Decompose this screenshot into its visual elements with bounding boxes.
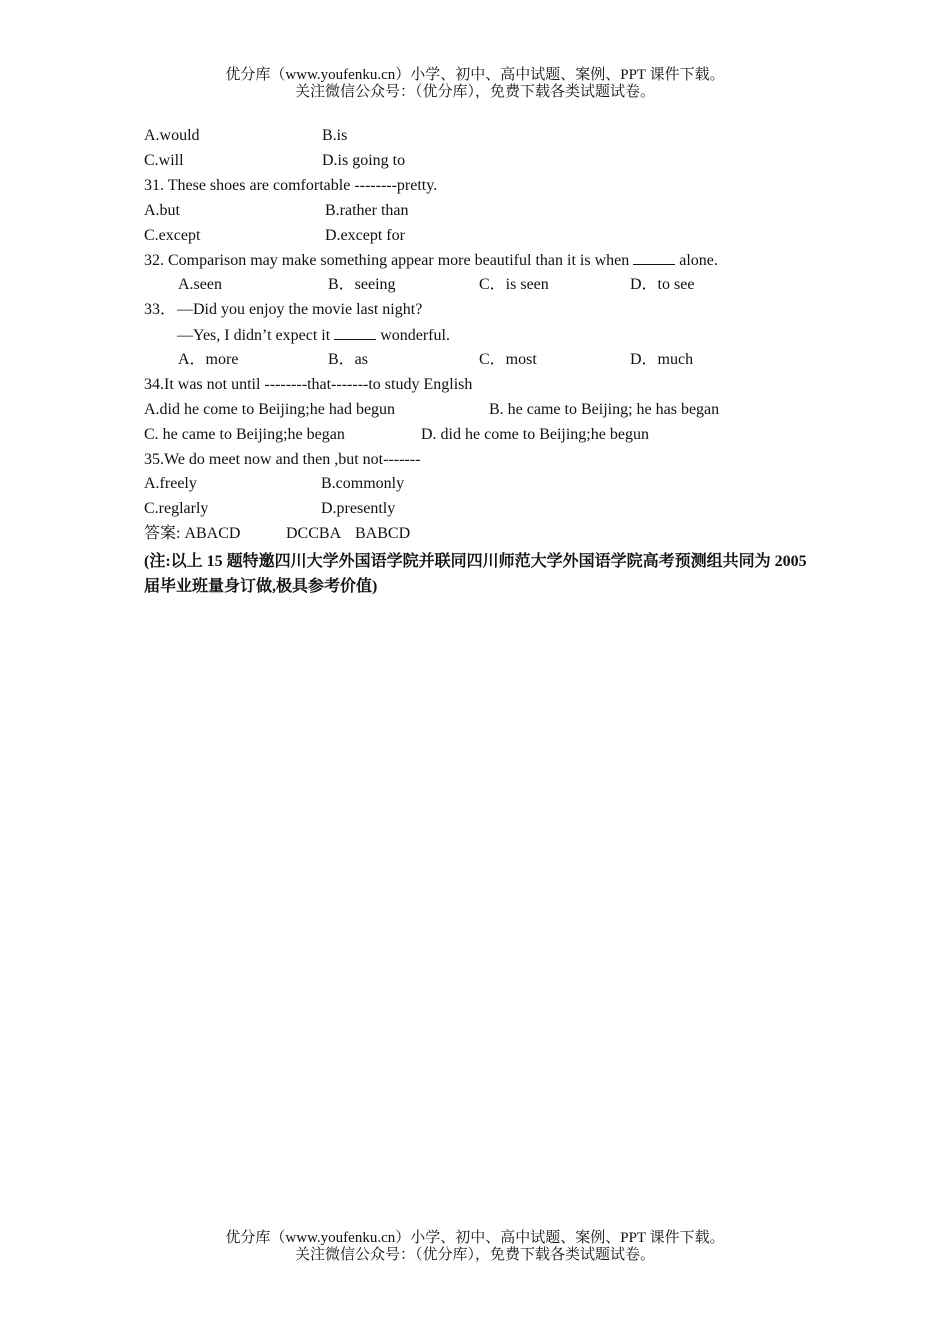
- q35-option-b: B.commonly: [321, 475, 405, 493]
- q34-option-a: A.did he come to Beijing;he had begun: [144, 400, 396, 418]
- q33-options: [144, 350, 824, 375]
- q31-option-b: B.rather than: [325, 201, 409, 219]
- q33-question: —Did you enjoy the movie last night?: [177, 301, 423, 319]
- footer-line-2: 关注微信公众号：（优分库），免费下载各类试题试卷。: [294, 1247, 655, 1263]
- answer-key-group-3: BABCD: [355, 525, 411, 543]
- q30-option-d: D.is going to: [322, 151, 406, 169]
- q34-options-row-2: [144, 425, 824, 450]
- q33-option-d: D．much: [630, 351, 694, 369]
- editor-note: (注:以上 15 题特邀四川大学外国语学院并联同四川师范大学外国语学院高考预测组共同为 2005 届毕业班量身订做,极具参考价值): [144, 553, 807, 596]
- header-line-2: 关注微信公众号：（优分库），免费下载各类试题试卷。: [294, 84, 655, 100]
- q34-stem: 34.It was not until --------that-------to study English: [144, 375, 473, 393]
- q32-stem: [144, 250, 824, 275]
- q33-option-a: A．more: [178, 351, 239, 369]
- q31-stem: 31. These shoes are comfortable --------pretty.: [144, 176, 438, 194]
- answer-key-group-2: DCCBA: [286, 525, 342, 543]
- q30-options-row-1: [144, 126, 824, 151]
- q35-options-row-2: [144, 499, 824, 524]
- q30-option-c: C.will: [144, 151, 184, 169]
- footer-line-1: 优分库（www.youfenku.cn）小学、初中、高中试题、案例、PPT 课件下载。: [225, 1230, 725, 1246]
- q33-line-1: [144, 300, 824, 325]
- q35-options-row-1: [144, 474, 824, 499]
- page-footer: [0, 1230, 950, 1264]
- q32-blank: [633, 250, 675, 265]
- q35-stem: 35.We do meet now and then ,but not-------: [144, 450, 421, 468]
- q30-option-a: A.would: [144, 127, 200, 144]
- q34-options-row-1: [144, 400, 824, 425]
- q34-option-d: D. did he come to Beijing;he begun: [421, 425, 649, 443]
- q33-line-2: [144, 325, 824, 350]
- answer-key: [144, 524, 824, 549]
- q33-number: 33．: [144, 301, 177, 319]
- q31-option-c: C.except: [144, 226, 201, 244]
- q35-option-c: C.reglarly: [144, 500, 209, 518]
- q31-option-a: A.but: [144, 201, 180, 219]
- q32-option-a: A.seen: [178, 276, 222, 294]
- q30-option-b: B.is: [322, 127, 348, 144]
- q33-reply-text: —Yes, I didn’t expect it: [177, 327, 331, 345]
- q31-options-row-1: [144, 201, 824, 226]
- q32-stem-text: 32. Comparison may make something appear more beautiful than it is when: [144, 252, 630, 270]
- q35-option-d: D.presently: [321, 500, 396, 518]
- q32-options: [144, 275, 824, 300]
- document-body: [144, 126, 824, 599]
- q34-option-c: C. he came to Beijing;he began: [144, 425, 345, 443]
- q31-options-row-2: [144, 226, 824, 251]
- q32-option-c: C．is seen: [479, 276, 549, 294]
- q30-options-row-2: [144, 151, 824, 176]
- q33-blank: [334, 325, 376, 340]
- answer-key-label: 答案: ABACD: [144, 525, 241, 543]
- page-header: [0, 67, 950, 101]
- q34-option-b: B. he came to Beijing; he has began: [489, 400, 720, 418]
- q32-option-b: B．seeing: [328, 276, 396, 294]
- q35-option-a: A.freely: [144, 475, 197, 493]
- q33-reply-end: wonderful.: [380, 327, 450, 345]
- q33-option-c: C．most: [479, 351, 537, 369]
- q31-option-d: D.except for: [325, 226, 405, 244]
- header-line-1: 优分库（www.youfenku.cn）小学、初中、高中试题、案例、PPT 课件下载。: [225, 67, 725, 83]
- q32-option-d: D．to see: [630, 276, 695, 294]
- q33-option-b: B．as: [328, 351, 369, 369]
- q32-stem-end: alone.: [679, 252, 718, 270]
